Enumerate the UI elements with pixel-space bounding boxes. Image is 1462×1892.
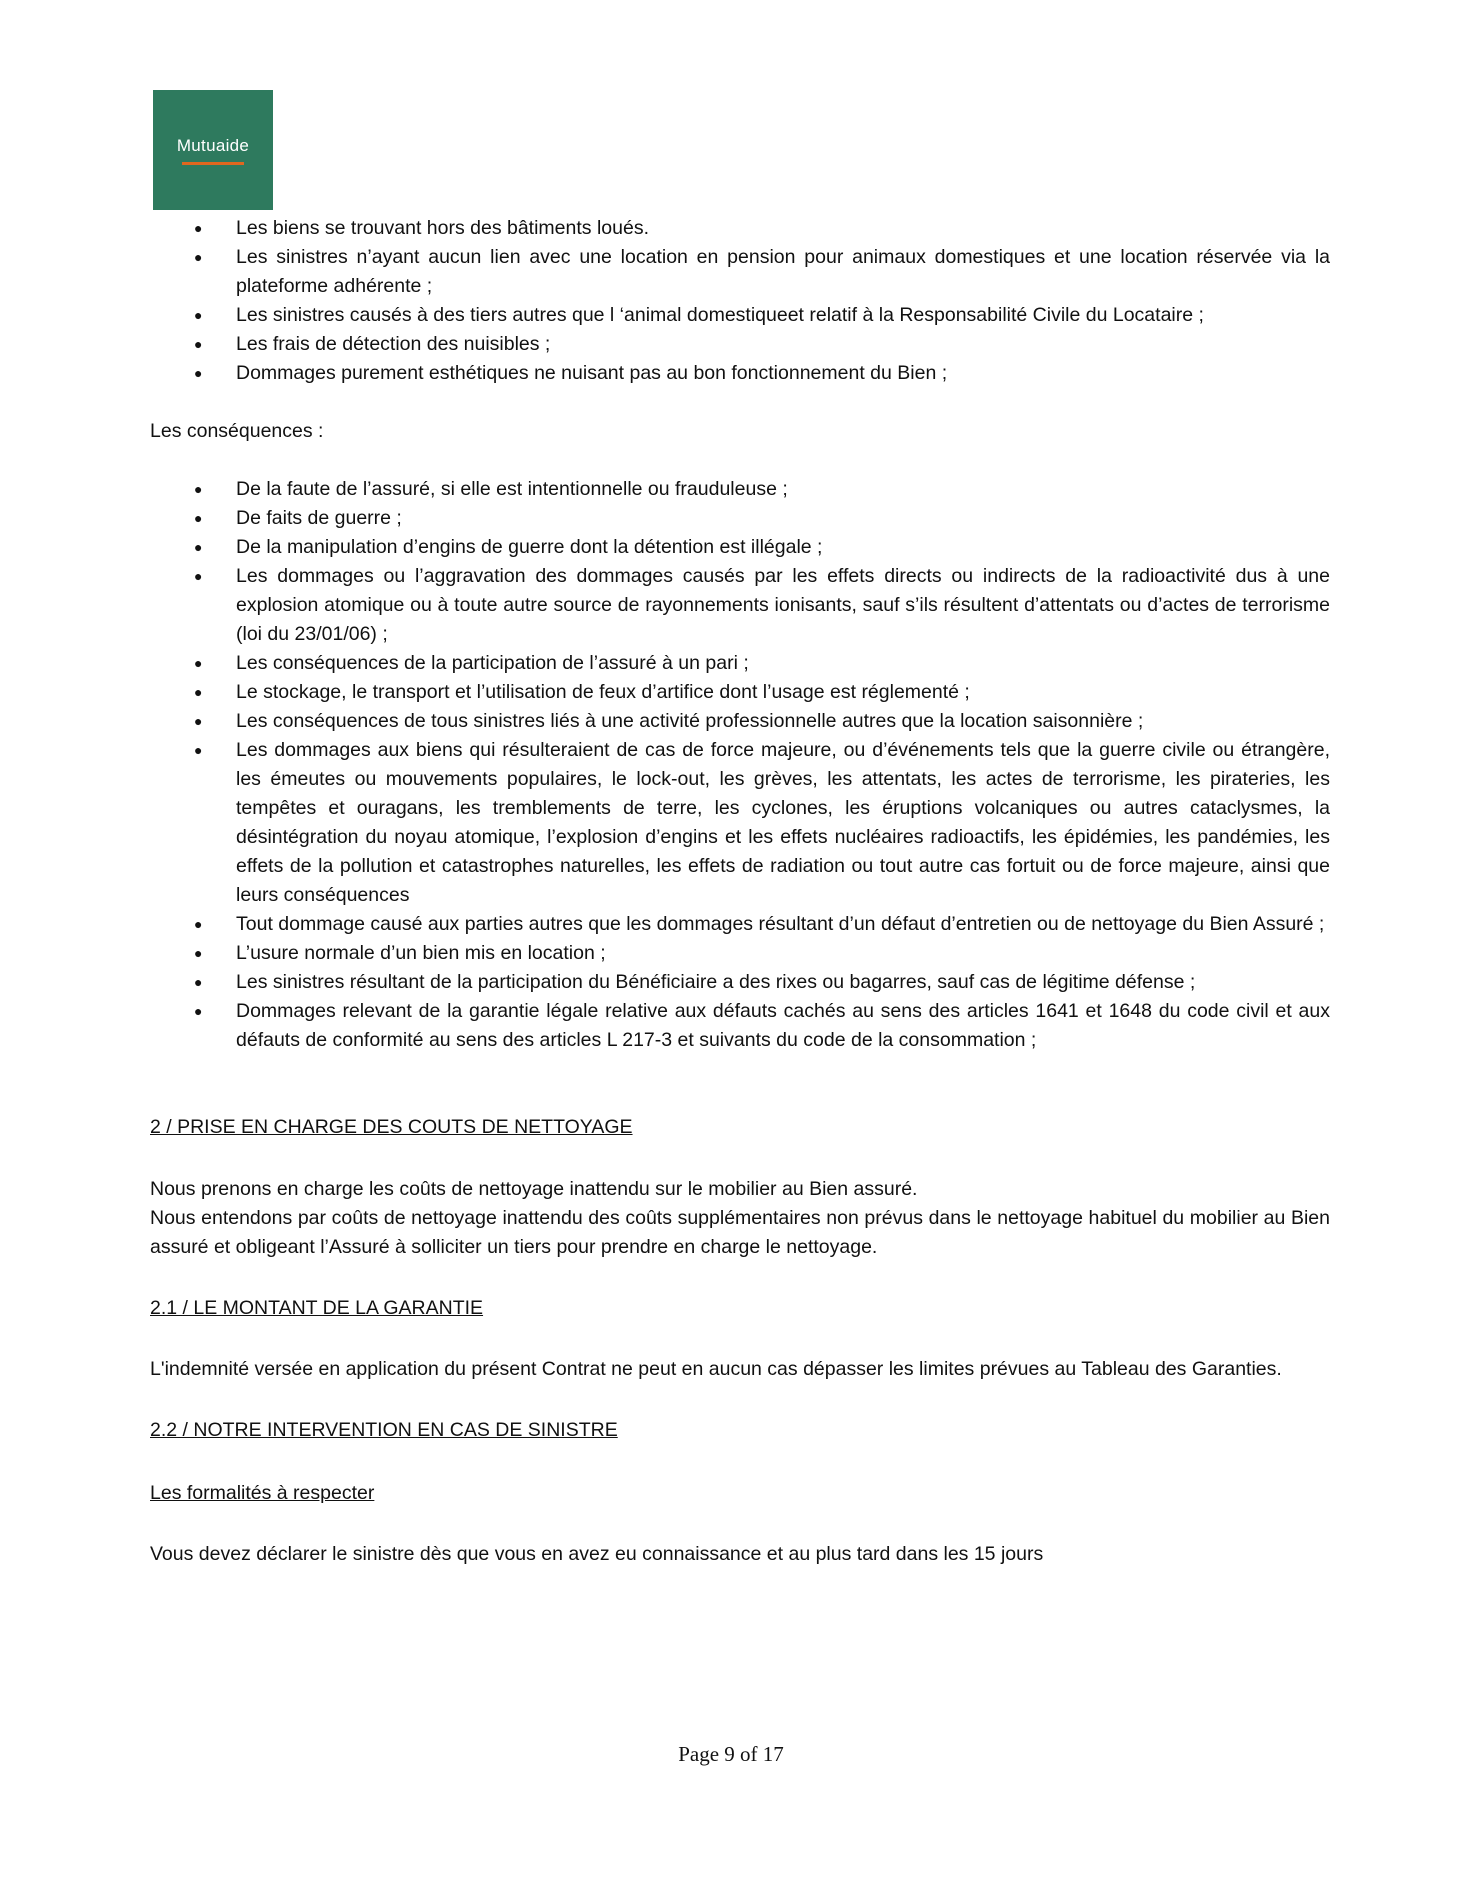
logo-underline <box>182 162 244 165</box>
list-item: ● De la faute de l’assuré, si elle est intentionnelle ou frauduleuse ; <box>150 475 1330 504</box>
list-item: ● Dommages purement esthétiques ne nuisant pas au bon fonctionnement du Bien ; <box>150 359 1330 388</box>
consequences-title: Les conséquences : <box>150 420 324 442</box>
list-item: ● Les frais de détection des nuisibles ; <box>150 330 1330 359</box>
mutuaide-logo <box>153 90 273 210</box>
list-item: ● Les dommages aux biens qui résulteraient de cas de force majeure, ou d’événements tels que la guerre civile ou étrangère, les émeutes ou mouvements populaires, le lock-out, les grèves, les attentats, les actes de terrorisme, les pirateries, les tempêtes et ouragans, les tremblements de terre, les cyclones, les éruptions volcaniques ou autres cataclysmes, la désintégration du noyau atomique, l’explosion d’engins et les effets nucléaires radioactifs, les épidémies, les pandémies, les effets de la pollution et catastrophes naturelles, les effets de radiation ou tout autre cas fortuit ou de force majeure, ainsi que leurs conséquences <box>150 736 1330 910</box>
list-item: ● Dommages relevant de la garantie légale relative aux défauts cachés au sens des articles 1641 et 1648 du code civil et aux défauts de conformité au sens des articles L 217-3 et suivants du code de la consommation ; <box>150 997 1330 1055</box>
list-item: ● Les dommages ou l’aggravation des dommages causés par les effets directs ou indirects de la radioactivité dus à une explosion atomique ou à toute autre source de rayonnements ionisants, sauf s’ils résultent d’attentats ou d’actes de terrorisme (loi du 23/01/06) ; <box>150 562 1330 649</box>
section-2-heading: 2 / PRISE EN CHARGE DES COUTS DE NETTOYAGE <box>150 1116 633 1138</box>
list-item: ● Tout dommage causé aux parties autres que les dommages résultant d’un défaut d’entretien ou de nettoyage du Bien Assuré ; <box>150 910 1330 939</box>
section-2-2-subheading: Les formalités à respecter <box>150 1482 375 1504</box>
section-2-2-heading: 2.2 / NOTRE INTERVENTION EN CAS DE SINISTRE <box>150 1419 618 1441</box>
section-2-paragraph-2: Nous entendons par coûts de nettoyage inattendu des coûts supplémentaires non prévus dans le nettoyage habituel du mobilier au Bien assuré et obligeant l’Assuré à solliciter un tiers pour prendre en charge le nettoyage. <box>150 1207 1330 1258</box>
list-item: ● Le stockage, le transport et l’utilisation de feux d’artifice dont l’usage est réglementé ; <box>150 678 1330 707</box>
list-item: ● De faits de guerre ; <box>150 504 1330 533</box>
list-item: ● L’usure normale d’un bien mis en location ; <box>150 939 1330 968</box>
list-item: ● Les biens se trouvant hors des bâtiments loués. <box>150 214 1330 243</box>
logo-text: Mutuaide <box>176 135 250 155</box>
list-item: ● Les sinistres résultant de la participation du Bénéficiaire a des rixes ou bagarres, sauf cas de légitime défense ; <box>150 968 1330 997</box>
exclusions-list <box>150 214 1330 388</box>
list-item: ● Les conséquences de la participation de l’assuré à un pari ; <box>150 649 1330 678</box>
section-2-1-heading: 2.1 / LE MONTANT DE LA GARANTIE <box>150 1297 484 1319</box>
list-item: ● Les conséquences de tous sinistres liés à une activité professionnelle autres que la location saisonnière ; <box>150 707 1330 736</box>
section-2-paragraph-1: Nous prenons en charge les coûts de nettoyage inattendu sur le mobilier au Bien assuré. <box>150 1178 918 1200</box>
page-number: Page 9 of 17 <box>678 1742 784 1766</box>
consequences-list <box>150 475 1330 1055</box>
list-item: ● De la manipulation d’engins de guerre dont la détention est illégale ; <box>150 533 1330 562</box>
document-body <box>150 214 1330 1569</box>
list-item: ● Les sinistres causés à des tiers autres que l ‘animal domestiqueet relatif à la Responsabilité Civile du Locataire ; <box>150 301 1330 330</box>
list-item: ● Les sinistres n’ayant aucun lien avec une location en pension pour animaux domestiques et une location réservée via la plateforme adhérente ; <box>150 243 1330 301</box>
section-2-1-paragraph: L'indemnité versée en application du présent Contrat ne peut en aucun cas dépasser les limites prévues au Tableau des Garanties. <box>150 1358 1282 1380</box>
section-2-2-paragraph: Vous devez déclarer le sinistre dès que vous en avez eu connaissance et au plus tard dans les 15 jours <box>150 1543 1044 1565</box>
